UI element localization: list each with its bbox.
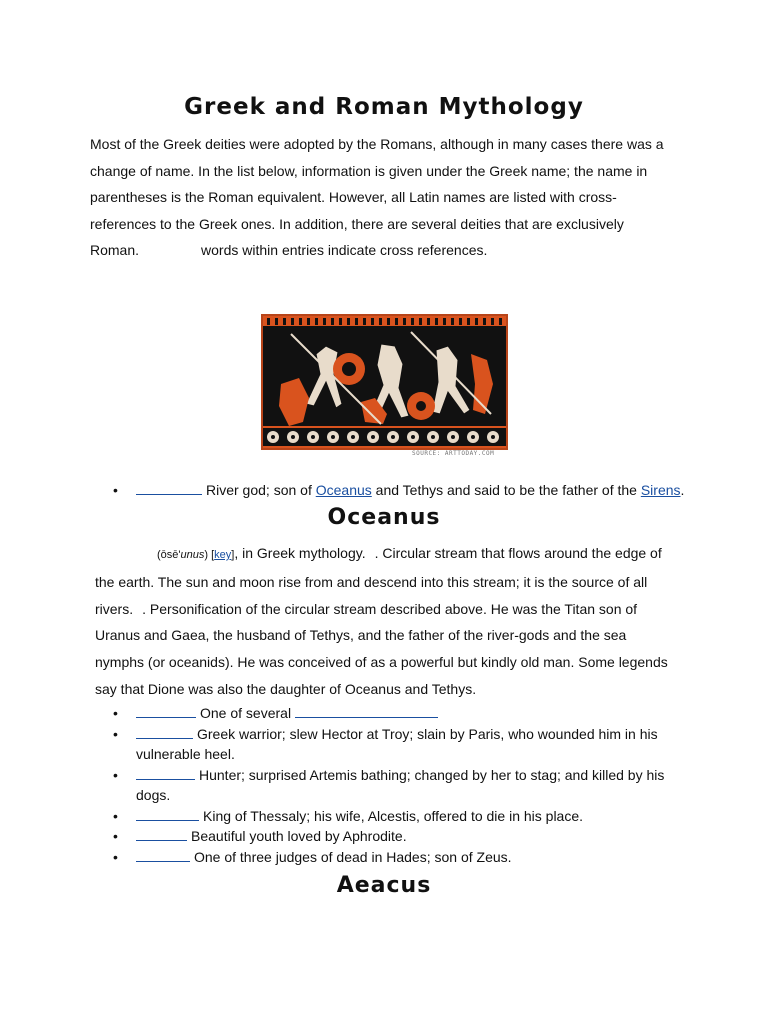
fill-in-blank[interactable] — [295, 703, 438, 718]
pronunciation — [157, 549, 234, 561]
entry-list-1 — [91, 480, 731, 501]
image-credit: SOURCE: ARTTODAY.COM — [412, 450, 495, 457]
fill-in-blank[interactable] — [136, 724, 193, 739]
entry-text: River god; son of — [206, 482, 312, 498]
oceanus-text-2: . Circular stream that flows around the edge of the earth. The sun and moon rise from and descend into this stream; it is the source of all rivers. — [95, 545, 662, 617]
entry-text: One of three judges of dead in Hades; son of Zeus. — [194, 848, 512, 865]
pron-close: ) — [204, 549, 209, 561]
section-heading-aeacus: Aeacus — [336, 873, 432, 898]
fill-in-blank[interactable] — [136, 806, 199, 821]
sirens-link[interactable]: Sirens — [640, 482, 681, 498]
list-item — [91, 724, 691, 765]
fill-in-blank[interactable] — [136, 847, 190, 862]
oceanus-paragraph — [95, 540, 675, 703]
list-item — [91, 480, 731, 501]
list-item — [91, 847, 691, 868]
fill-in-blank[interactable] — [136, 765, 195, 780]
vase-painting-image — [261, 314, 508, 450]
intro-paragraph — [90, 131, 676, 264]
oceanus-link[interactable]: Oceanus — [315, 482, 372, 498]
greek-vase-illustration — [261, 314, 508, 460]
intro-text-cont: words within entries indicate cross references. — [201, 242, 488, 258]
entry-punct: . — [680, 482, 685, 498]
entry-text: One of several — [200, 705, 292, 721]
fill-in-blank[interactable] — [136, 826, 187, 841]
entry-text: Greek warrior; slew Hector at Troy; slain by Paris, who wounded him in his vulnerable heel. — [136, 725, 658, 762]
section-heading-oceanus: Oceanus — [327, 505, 441, 530]
list-item — [91, 826, 691, 847]
entry-text: King of Thessaly; his wife, Alcestis, offered to die in his place. — [203, 807, 584, 824]
fill-in-blank[interactable] — [136, 703, 196, 718]
page-title: Greek and Roman Mythology — [184, 94, 584, 120]
key-bracket: [ — [211, 549, 215, 561]
pron-open: (ōsē' — [157, 549, 181, 561]
oceanus-text-3: . Personification of the circular stream described above. He was the Titan son of Uranus and Gaea, the husband of Tethys, and the father of the river-gods and the sea nymphs (or oceanids). He was conceived of as a powerful but kindly old man. Some legends say that Dione was also the daughter of Oceanus and Tethys. — [95, 600, 668, 697]
fill-in-blank[interactable] — [136, 480, 202, 495]
pron-italic: unus — [180, 549, 205, 561]
list-item — [91, 806, 691, 827]
entry-text: and Tethys and said to be the father of the — [375, 482, 637, 498]
intro-text: Most of the Greek deities were adopted by the Romans, although in many cases there was a change of name. In the list below, information is given under the Greek name; the name in parentheses is the Roman equivalent. However, all Latin names are listed with cross-references to the Greek ones. In addition, there are several deities that are exclusively Roman. — [90, 136, 664, 258]
entry-text: Beautiful youth loved by Aphrodite. — [191, 828, 407, 844]
entry-text: Hunter; surprised Artemis bathing; changed by her to stag; and killed by his dogs. — [136, 766, 665, 803]
key-bracket: ] — [231, 549, 235, 561]
list-item — [91, 703, 691, 724]
entry-list-2 — [91, 703, 691, 867]
oceanus-text-1: , in Greek mythology. — [234, 545, 366, 561]
list-item — [91, 765, 691, 806]
key-link[interactable]: key — [214, 549, 232, 561]
